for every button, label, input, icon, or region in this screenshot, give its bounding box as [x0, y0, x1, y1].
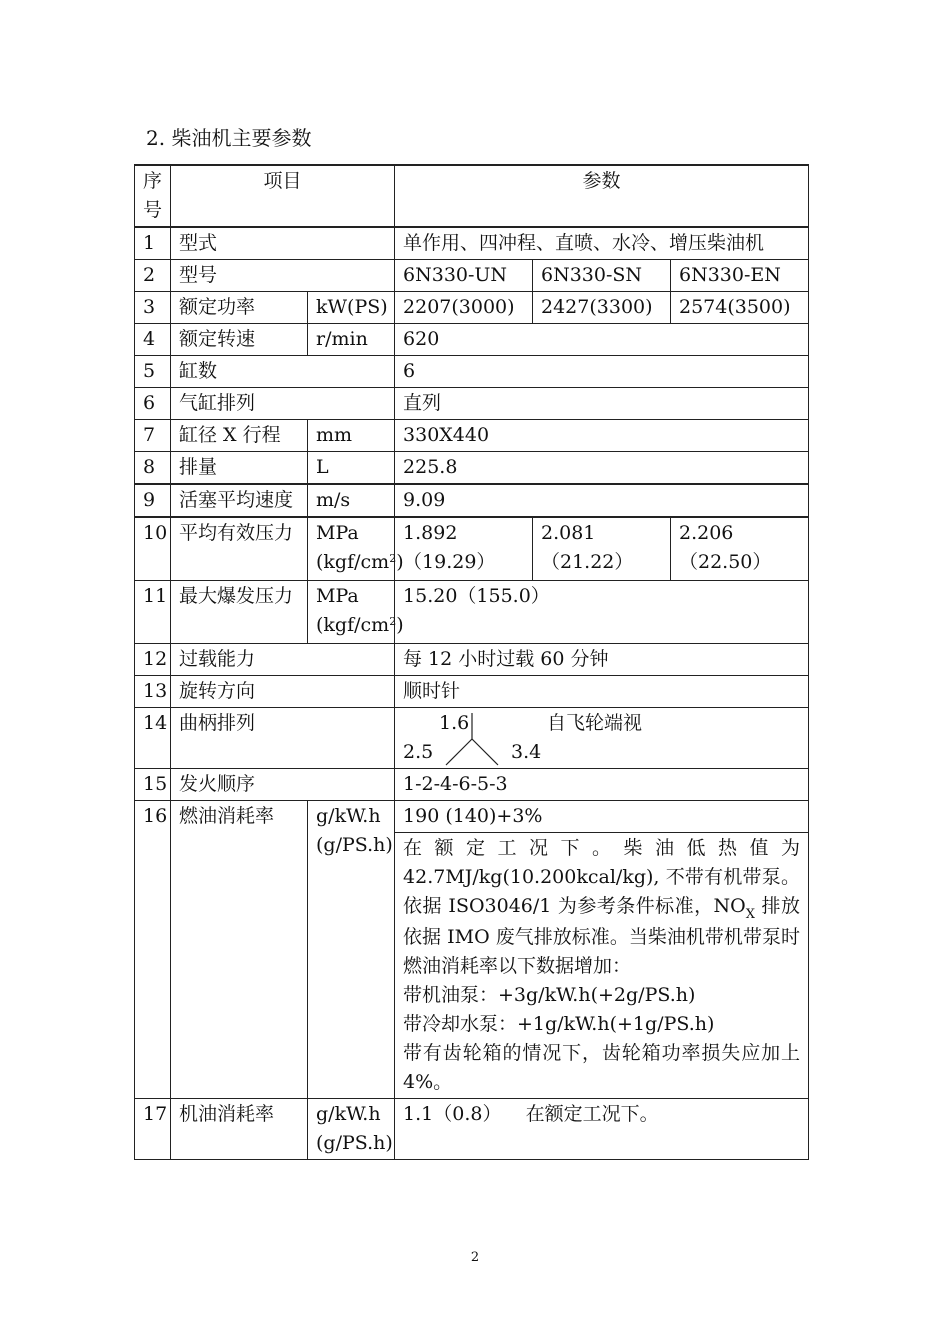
fuel-note: 在额定工况下。柴油低热值为42.7MJ/kg(10.200kcal/kg), 不带有机带泵。依据 ISO3046/1 为参考条件标准，$NO_X$ 排放依据 IMO 废气排放标准。当柴油机带机带泵时燃油消耗率以下数据增加： 带机油泵：+3g/kW.h(+2g/PS.h) 带冷却水泵：+1g/kW.h(+1g/PS.h) 带有齿轮箱的情况下，齿轮箱功率损失应加上 4%。 — [395, 833, 809, 1099]
row-value: 2.081 （21.22） — [533, 517, 671, 581]
row-value: 225.8 — [395, 452, 809, 485]
table-row — [135, 324, 809, 356]
row-unit: g/kW.h (g/PS.h) — [308, 801, 395, 1099]
crank-diagram — [403, 709, 800, 767]
row-value: 每 12 小时过载 60 分钟 — [395, 644, 809, 676]
row-item: 型号 — [171, 260, 395, 292]
row-no: 17 — [135, 1099, 171, 1160]
row-item: 型式 — [171, 227, 395, 260]
row-no: 6 — [135, 388, 171, 420]
row-unit: g/kW.h (g/PS.h) — [308, 1099, 395, 1160]
crank-y-icon — [443, 711, 523, 767]
row-value: 2207(3000) — [395, 292, 533, 324]
row-item: 缸数 — [171, 356, 395, 388]
row-value: 1-2-4-6-5-3 — [395, 769, 809, 801]
row-value: 190 (140)+3% — [395, 801, 809, 833]
header-params: 参数 — [395, 165, 809, 227]
row-unit: m/s — [308, 484, 395, 517]
crank-view-note: 自飞轮端视 — [547, 712, 643, 734]
row-no: 11 — [135, 581, 171, 644]
row-item: 燃油消耗率 — [171, 801, 308, 1099]
row-value: 15.20（155.0） — [395, 581, 809, 644]
engine-params-table — [134, 164, 809, 1160]
row-no: 5 — [135, 356, 171, 388]
row-item: 额定转速 — [171, 324, 308, 356]
row-value: 620 — [395, 324, 809, 356]
row-value: 6N330-SN — [533, 260, 671, 292]
row-no: 16 — [135, 801, 171, 1099]
row-item: 过载能力 — [171, 644, 395, 676]
header-item: 项目 — [171, 165, 395, 227]
table-row — [135, 452, 809, 485]
row-no: 13 — [135, 676, 171, 708]
row-value: 顺时针 — [395, 676, 809, 708]
row-unit: L — [308, 452, 395, 485]
row-no: 14 — [135, 708, 171, 769]
crank-label-right: 3.4 — [511, 741, 542, 763]
table-row — [135, 644, 809, 676]
row-item: 活塞平均速度 — [171, 484, 308, 517]
row-item: 最大爆发压力 — [171, 581, 308, 644]
row-item: 缸径 X 行程 — [171, 420, 308, 452]
table-header-row — [135, 165, 809, 227]
table-row — [135, 801, 809, 833]
table-row — [135, 708, 809, 769]
table-row — [135, 517, 809, 581]
row-no: 9 — [135, 484, 171, 517]
row-no: 7 — [135, 420, 171, 452]
table-row — [135, 227, 809, 260]
table-row — [135, 420, 809, 452]
row-item: 额定功率 — [171, 292, 308, 324]
row-no: 3 — [135, 292, 171, 324]
row-value: 9.09 — [395, 484, 809, 517]
row-unit: kW(PS) — [308, 292, 395, 324]
row-value: 2427(3300) — [533, 292, 671, 324]
row-item: 机油消耗率 — [171, 1099, 308, 1160]
row-no: 8 — [135, 452, 171, 485]
row-unit: mm — [308, 420, 395, 452]
row-value: 1.1（0.8） 在额定工况下。 — [395, 1099, 809, 1160]
row-value: 330X440 — [395, 420, 809, 452]
row-no: 1 — [135, 227, 171, 260]
row-no: 12 — [135, 644, 171, 676]
row-item: 旋转方向 — [171, 676, 395, 708]
table-row — [135, 388, 809, 420]
row-unit: MPa $(kgf/cm^2)$ — [308, 581, 395, 644]
table-row — [135, 581, 809, 644]
table-row — [135, 260, 809, 292]
row-value: 6 — [395, 356, 809, 388]
table-row — [135, 676, 809, 708]
table-row — [135, 356, 809, 388]
row-item: 发火顺序 — [171, 769, 395, 801]
table-row — [135, 769, 809, 801]
row-value: 单作用、四冲程、直喷、水冷、增压柴油机 — [395, 227, 809, 260]
page-number: 2 — [470, 1250, 480, 1265]
row-value: 2.206 （22.50） — [670, 517, 808, 581]
row-unit: MPa $(kgf/cm^2)$ — [308, 517, 395, 581]
row-value: 2574(3500) — [670, 292, 808, 324]
row-item: 气缸排列 — [171, 388, 395, 420]
row-value: 直列 — [395, 388, 809, 420]
row-item: 排量 — [171, 452, 308, 485]
section-heading: 2. 柴油机主要参数 — [146, 126, 312, 150]
crank-label-left: 2.5 — [403, 741, 434, 763]
row-value: 1.892 （19.29） — [395, 517, 533, 581]
header-no: 序 号 — [135, 165, 171, 227]
table-row — [135, 484, 809, 517]
row-no: 15 — [135, 769, 171, 801]
table-row — [135, 292, 809, 324]
table-row — [135, 1099, 809, 1160]
crank-label-top: 1.6 — [439, 712, 470, 734]
row-item: 曲柄排列 — [171, 708, 395, 769]
row-value: 6N330-UN — [395, 260, 533, 292]
row-no: 10 — [135, 517, 171, 581]
row-value: 6N330-EN — [670, 260, 808, 292]
row-item: 平均有效压力 — [171, 517, 308, 581]
row-no: 2 — [135, 260, 171, 292]
row-unit: r/min — [308, 324, 395, 356]
crank-diagram-cell — [395, 708, 809, 769]
row-no: 4 — [135, 324, 171, 356]
